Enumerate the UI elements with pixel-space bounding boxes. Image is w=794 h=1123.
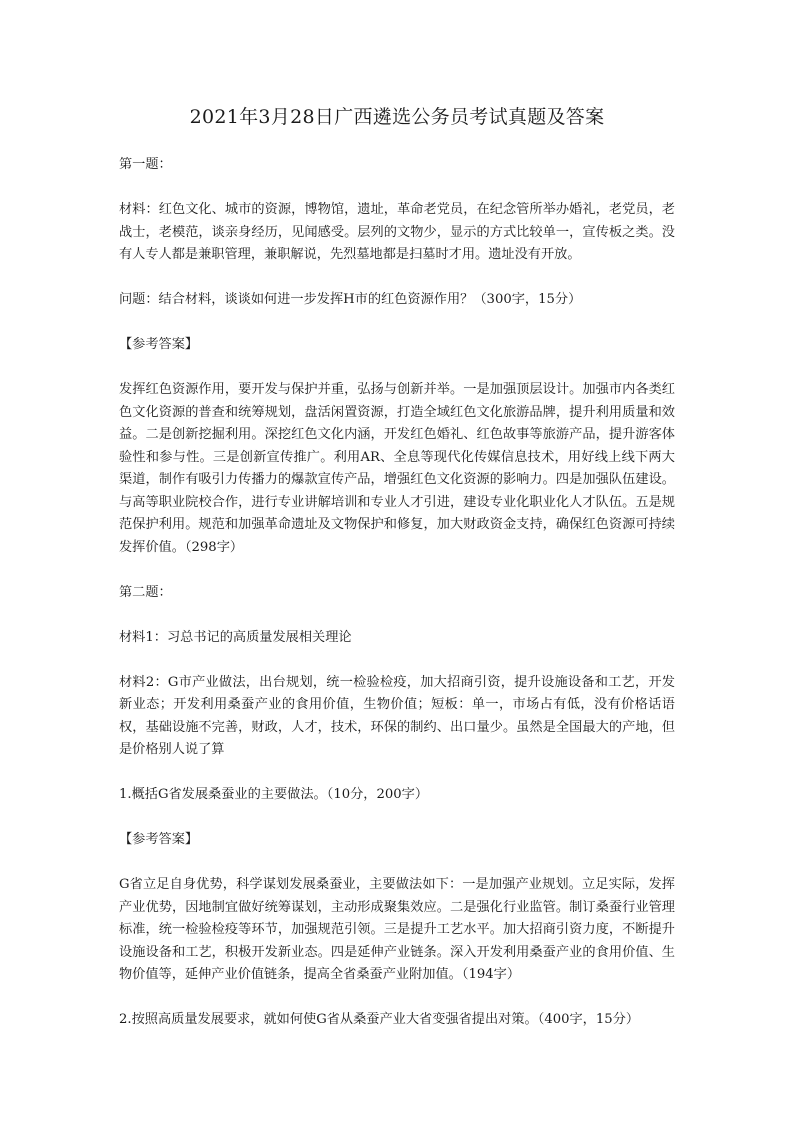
question-2-answer: G省立足自身优势，科学谋划发展桑蚕业，主要做法如下：一是加强产业规划。立足实际，发挥产业优势，因地制宜做好统筹谋划，主动形成聚集效应。二是强化行业监管。制订桑蚕行业管理标准，统一检验检疫等环节，加强规范引领。三是提升工艺水平。加大招商引资力度，不断提升设施设备和工艺，积极开发新业态。四是延伸产业链条。深入开发利用桑蚕产业的食用价值、生物价值等，延伸产业价值链条，提高全省桑蚕产业附加值。（194字） xyxy=(119,877,675,982)
question-2-answer-label: 【参考答案】 xyxy=(119,832,199,847)
question-2-heading: 第二题： xyxy=(119,584,172,600)
question-1-material: 材料：红色文化、城市的资源，博物馆，遗址，革命老党员，在纪念管所举办婚礼，老党员，老战士，老模范，谈亲身经历，见闻感受。层列的文物少，显示的方式比较单一，宣传板之类。没有人专人都是兼职管理，兼职解说，先烈墓地都是扫墓时才用。遗址没有开放。 xyxy=(119,202,675,262)
document-page xyxy=(119,100,675,1032)
question-2-sub-1: 1.概括G省发展桑蚕业的主要做法。（10分，200字） xyxy=(119,787,429,802)
question-2-material-2: 材料2：G市产业做法，出台规划，统一检验检疫，加大招商引资，提升设施设备和工艺，开发新业态；开发利用桑蚕产业的食用价值，生物价值；短板：单一，市场占有低，没有价格话语权，基础设施不完善，财政，人才，技术，环保的制约、出口量少。虽然是全国最大的产地，但是价格别人说了算 xyxy=(119,674,675,757)
question-1-prompt: 问题：结合材料，谈谈如何进一步发挥H市的红色资源作用？（300字，15分） xyxy=(119,292,582,307)
question-2-sub-2: 2.按照高质量发展要求，就如何使G省从桑蚕产业大省变强省提出对策。（400字，15分） xyxy=(119,1012,640,1027)
question-1-answer-label: 【参考答案】 xyxy=(119,337,199,352)
question-2-material-1: 材料1：习总书记的高质量发展相关理论 xyxy=(119,629,352,645)
page-title: 2021年3月28日广西遴选公务员考试真题及答案 xyxy=(189,106,605,128)
question-1-heading: 第一题： xyxy=(119,157,172,172)
question-1-answer: 发挥红色资源作用，要开发与保护并重，弘扬与创新并举。一是加强顶层设计。加强市内各类红色文化资源的普查和统筹规划，盘活闲置资源，打造全域红色文化旅游品牌，提升利用质量和效益。二是创新挖掘利用。深挖红色文化内涵，开发红色婚礼、红色故事等旅游产品，提升游客体验性和参与性。三是创新宣传推广。利用AR、全息等现代化传媒信息技术，用好线上线下两大渠道，制作有吸引力传播力的爆款宣传产品，增强红色文化资源的影响力。四是加强队伍建设。与高等职业院校合作，进行专业讲解培训和专业人才引进，建设专业化职业化人才队伍。五是规范保护利用。规范和加强革命遗址及文物保护和修复，加大财政资金支持，确保红色资源可持续发挥价值。（298字） xyxy=(119,382,675,555)
